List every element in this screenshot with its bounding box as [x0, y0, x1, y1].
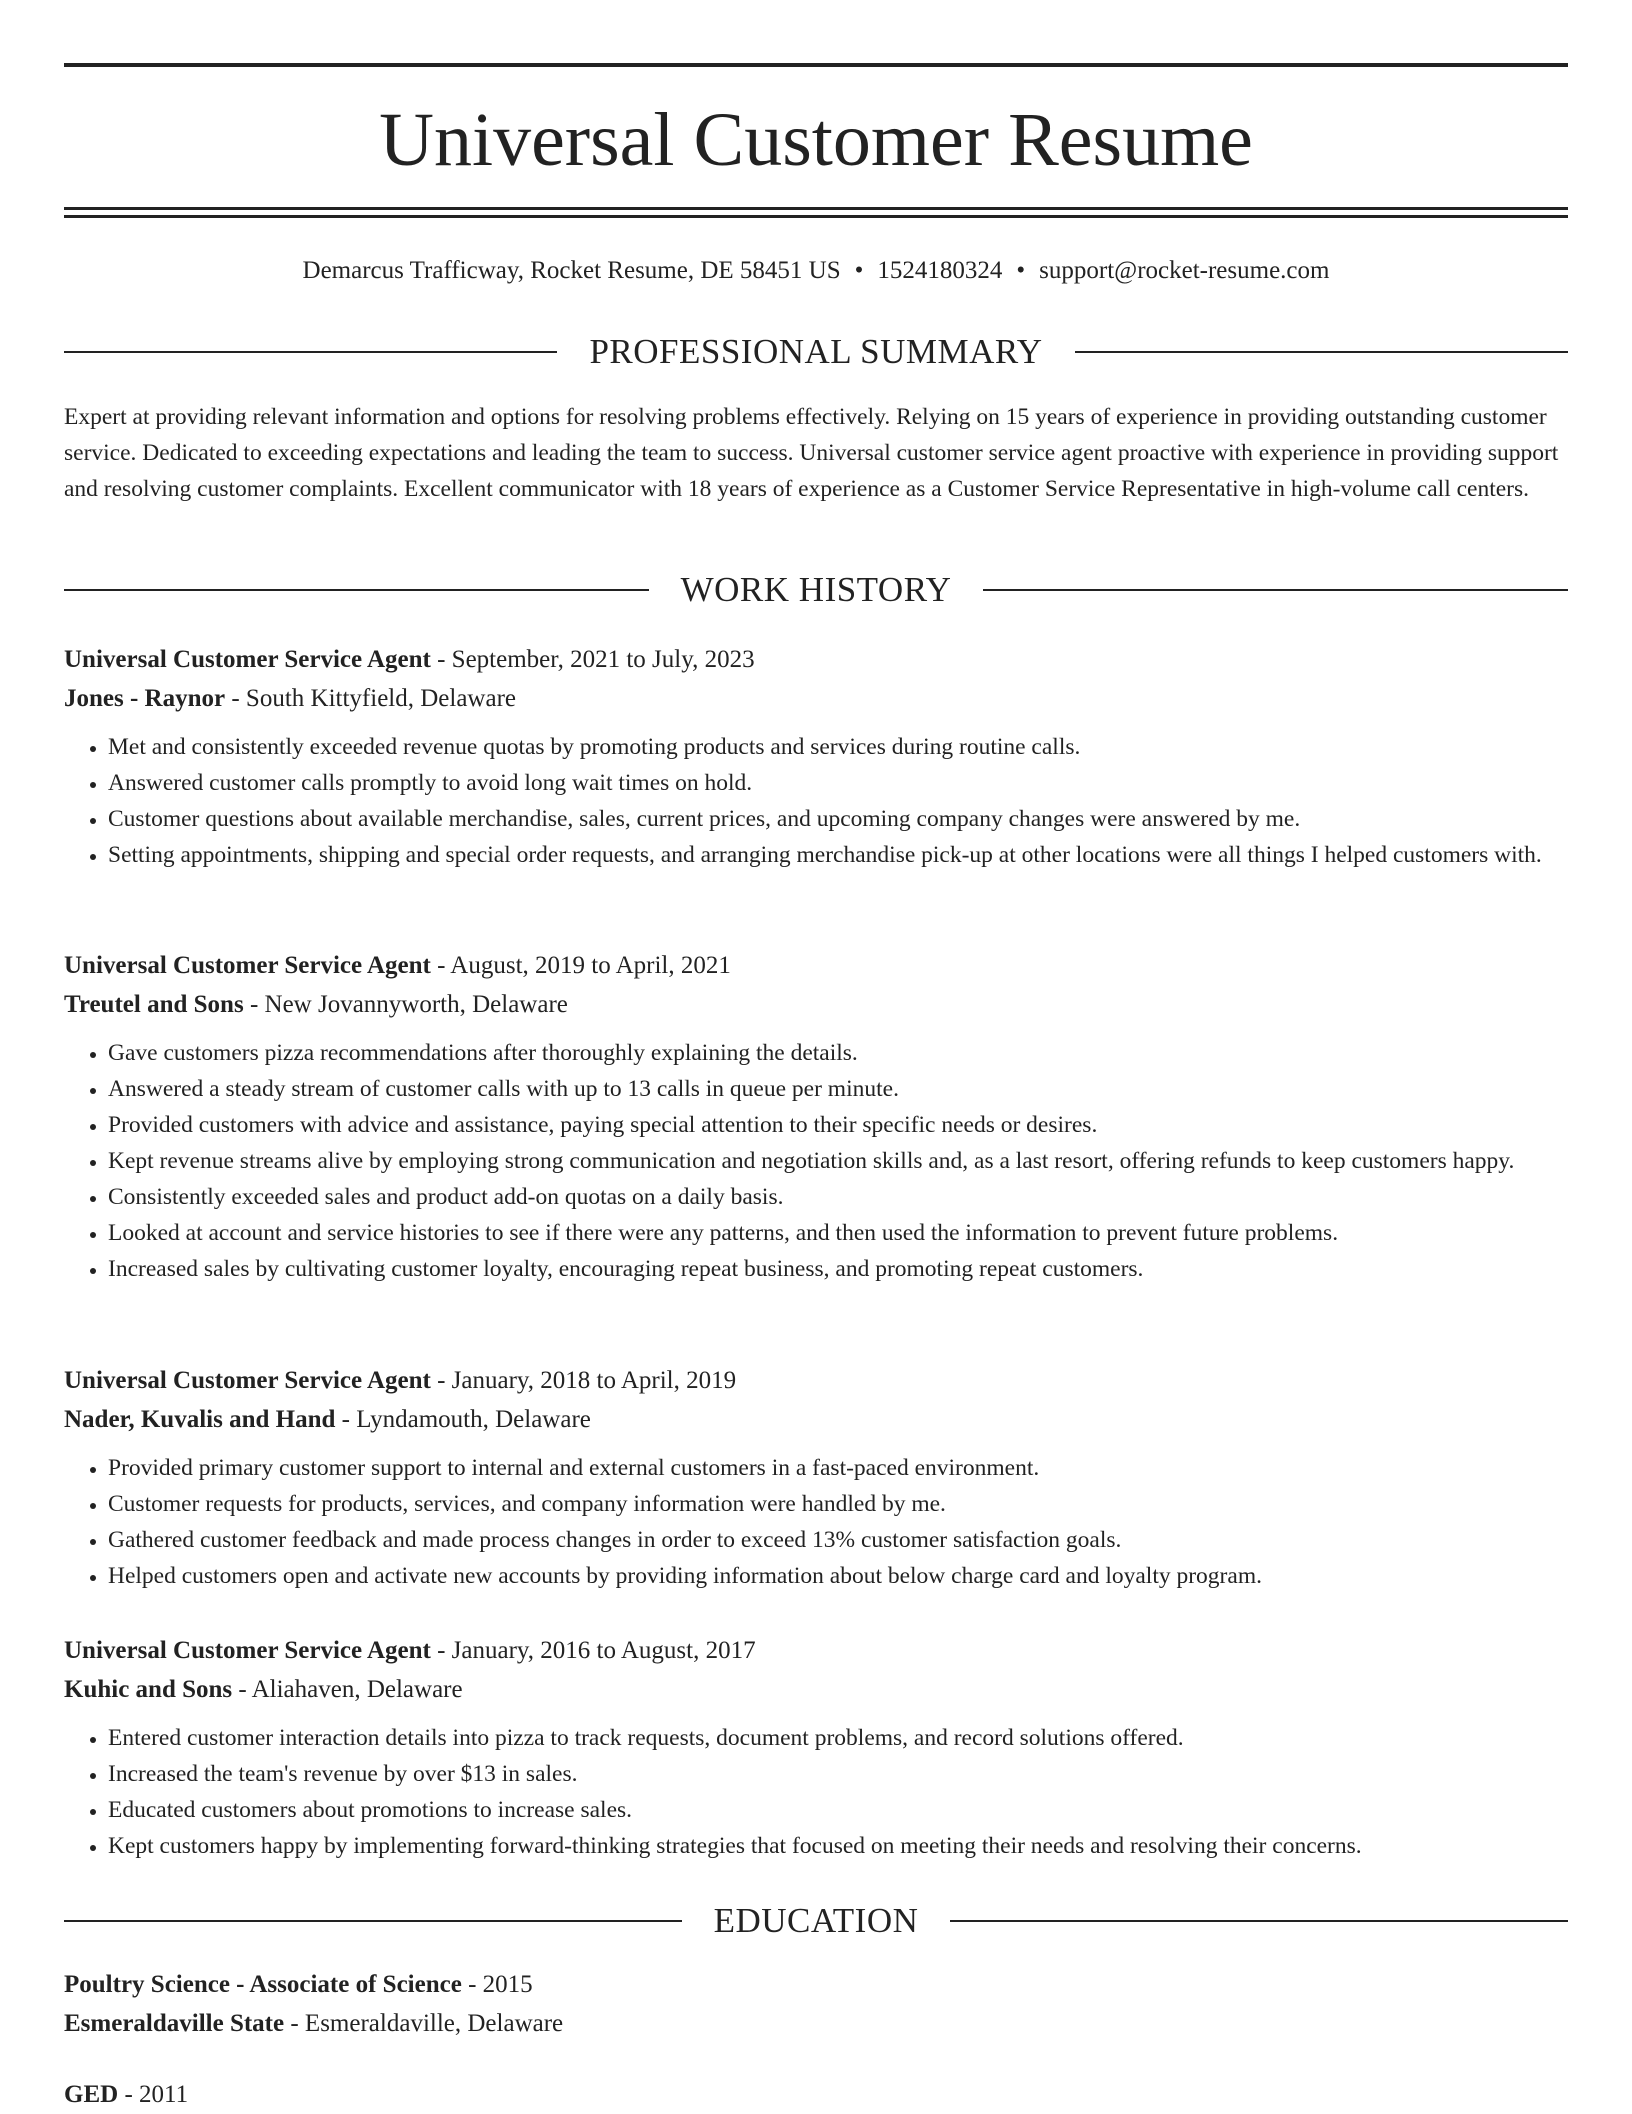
job-dates: - January, 2016 to August, 2017 — [430, 1637, 756, 1664]
job-bullet: • Answered customer calls promptly to avoid long wait times on hold. — [108, 765, 1568, 801]
job-bullet: • Consistently exceeded sales and product add-on quotas on a daily basis. — [108, 1179, 1568, 1215]
job-title: Universal Customer Service Agent — [64, 1637, 431, 1664]
education-year: - 2011 — [118, 2081, 189, 2108]
education-entry — [64, 2075, 1568, 2114]
job-entry — [64, 1631, 1568, 1864]
heading-rule — [64, 351, 557, 353]
education-entry — [64, 1965, 1568, 2043]
job-dates: - August, 2019 to April, 2021 — [430, 952, 731, 979]
job-bullet: • Increased sales by cultivating customer loyalty, encouraging repeat business, and promoting repeat customers. — [108, 1251, 1568, 1287]
job-bullet: • Entered customer interaction details into pizza to track requests, document problems, and record solutions offered. — [108, 1720, 1568, 1756]
job-bullets — [64, 729, 1568, 873]
job-bullet: • Looked at account and service histories to see if there were any patterns, and then used the information to prevent future problems. — [108, 1215, 1568, 1251]
contact-separator: • — [854, 257, 864, 284]
job-company: Jones - Raynor — [64, 685, 226, 712]
education-year: - 2015 — [461, 1971, 533, 1998]
job-bullets — [64, 1450, 1568, 1594]
resume-title: Universal Customer Resume — [379, 98, 1253, 182]
section-title: WORK HISTORY — [680, 570, 952, 609]
job-location: - New Jovannyworth, Delaware — [243, 991, 568, 1018]
job-bullet: • Gathered customer feedback and made process changes in order to exceed 13% customer satisfaction goals. — [108, 1522, 1568, 1558]
heading-rule — [950, 1920, 1568, 1922]
job-bullet: • Educated customers about promotions to increase sales. — [108, 1792, 1568, 1828]
job-bullet: • Customer questions about available merchandise, sales, current prices, and upcoming company changes were answered by me. — [108, 801, 1568, 837]
section-heading-work-history — [64, 570, 1568, 610]
header-bottom-rule — [64, 207, 1568, 210]
heading-rule — [983, 589, 1568, 591]
job-bullet: • Increased the team's revenue by over $13 in sales. — [108, 1756, 1568, 1792]
job-bullets — [64, 1035, 1568, 1287]
education-location: - Esmeraldaville, Delaware — [284, 2010, 564, 2037]
job-entry — [64, 640, 1568, 873]
job-location: - South Kittyfield, Delaware — [225, 685, 517, 712]
job-company: Treutel and Sons — [64, 991, 244, 1018]
section-heading-summary — [64, 332, 1568, 372]
education-school: Esmeraldaville State — [64, 2010, 285, 2037]
header-top-rule — [64, 63, 1568, 67]
contact-line — [64, 255, 1568, 287]
contact-separator: • — [1016, 257, 1026, 284]
job-bullet: • Kept revenue streams alive by employing strong communication and negotiation skills and, as a last resort, offering refunds to keep customers happy. — [108, 1143, 1568, 1179]
section-title: EDUCATION — [713, 1901, 919, 1940]
job-bullet: • Customer requests for products, services, and company information were handled by me. — [108, 1486, 1568, 1522]
education-degree: Poultry Science - Associate of Science — [64, 1971, 462, 1998]
job-title: Universal Customer Service Agent — [64, 952, 431, 979]
job-dates: - January, 2018 to April, 2019 — [430, 1367, 737, 1394]
job-title: Universal Customer Service Agent — [64, 1367, 431, 1394]
job-bullet: • Kept customers happy by implementing forward-thinking strategies that focused on meeting their needs and resolving their concerns. — [108, 1828, 1568, 1864]
section-title: PROFESSIONAL SUMMARY — [589, 332, 1043, 371]
section-heading-education — [64, 1901, 1568, 1941]
job-location: - Aliahaven, Delaware — [232, 1676, 463, 1703]
job-bullet: • Helped customers open and activate new accounts by providing information about below charge card and loyalty program. — [108, 1558, 1568, 1594]
job-bullet: • Provided customers with advice and assistance, paying special attention to their specific needs or desires. — [108, 1107, 1568, 1143]
heading-rule — [64, 1920, 682, 1922]
job-bullet: • Answered a steady stream of customer calls with up to 13 calls in queue per minute. — [108, 1071, 1568, 1107]
job-bullets — [64, 1720, 1568, 1864]
contact-address: Demarcus Trafficway, Rocket Resume, DE 58451 US — [302, 257, 841, 284]
job-entry — [64, 946, 1568, 1287]
job-bullet: • Gave customers pizza recommendations after thoroughly explaining the details. — [108, 1035, 1568, 1071]
job-company: Kuhic and Sons — [64, 1676, 233, 1703]
job-bullet: • Provided primary customer support to internal and external customers in a fast-paced environment. — [108, 1450, 1568, 1486]
contact-email: support@rocket-resume.com — [1039, 257, 1330, 284]
header-bottom-rule-2 — [64, 215, 1568, 218]
summary-text: Expert at providing relevant information and options for resolving problems effectively. Relying on 15 years of experience in providing outstanding customer service. Dedicated to exceeding expectations and leading the team to success. Universal customer service agent proactive with experience in providing support and resolving customer complaints. Excellent communicator with 18 years of experience as a Customer Service Representative in high-volume call centers. — [64, 404, 1559, 502]
job-bullet: • Setting appointments, shipping and special order requests, and arranging merchandise pick-up at other locations were all things I helped customers with. — [108, 837, 1568, 873]
job-dates: - September, 2021 to July, 2023 — [430, 646, 755, 673]
job-company: Nader, Kuvalis and Hand — [64, 1406, 336, 1433]
job-entry — [64, 1361, 1568, 1594]
heading-rule — [1075, 351, 1568, 353]
job-title: Universal Customer Service Agent — [64, 646, 431, 673]
contact-phone: 1524180324 — [877, 257, 1003, 284]
job-location: - Lyndamouth, Delaware — [335, 1406, 591, 1433]
heading-rule — [64, 589, 649, 591]
job-bullet: • Met and consistently exceeded revenue quotas by promoting products and services during routine calls. — [108, 729, 1568, 765]
education-degree: GED — [64, 2081, 119, 2108]
